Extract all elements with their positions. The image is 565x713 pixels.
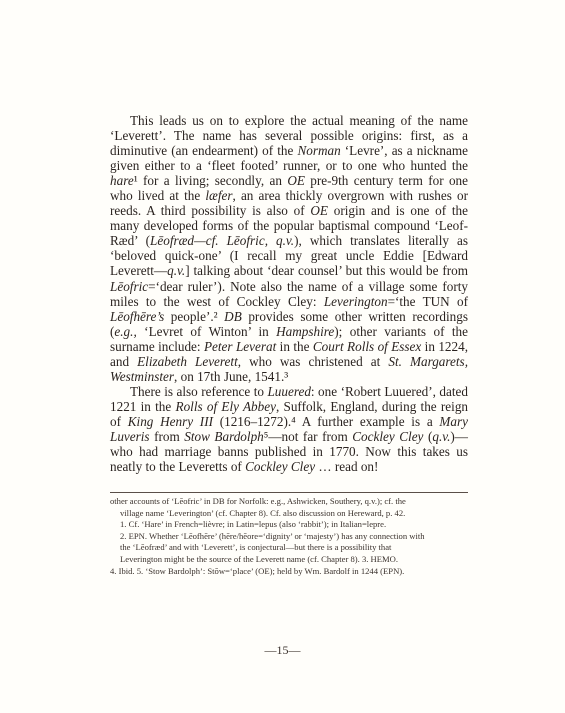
italic-run: St. Margarets, Westminster (110, 353, 468, 384)
footnote-rule (110, 492, 468, 493)
text-run: : one ‘Robert Luuered’, dated 1221 in the (110, 383, 468, 414)
italic-run: OE (310, 203, 328, 219)
italic-run: Peter Leverat (203, 338, 277, 354)
footnote-line: 4. Ibid. 5. ‘Stow Bardolph’: Stōw=‘place’ (OE); held by Wm. Bardolf in 1244 (EPN). (110, 565, 405, 576)
page-number: —15— (264, 643, 301, 657)
text-run: ( (423, 428, 433, 444)
footnote-line: the ‘Lēofræd’ and with ‘Leverett’, is conjectural—but there is a possibility that (120, 542, 392, 553)
footnotes (110, 496, 468, 577)
italic-run: OE (287, 173, 305, 189)
text-run: )—who had marriage banns published in 1770. Now this takes us neatly to the Leveretts of (110, 428, 468, 475)
italic-run: e.g., (114, 323, 137, 339)
text-run: This leads us on to explore the actual meaning of the name ‘Leverett’. The name has several possible origins: first, as a diminutive (an endearment) of the (110, 113, 468, 159)
italic-run: Luuered (267, 383, 311, 399)
text-run: ); other variants of the surname include: (110, 323, 468, 354)
footnote-line: Leverington might be the source of the Leverett name (cf. Chapter 8). 3. HEMO. (120, 553, 399, 564)
text-run: … read on! (315, 459, 379, 475)
italic-run: Norman (297, 143, 341, 159)
footnote-line: village name ‘Leverington’ (cf. Chapter 8). Cf. also discussion on Hereward, p. 42. (120, 507, 406, 518)
text-run: pre-9th century term for one who lived at the (110, 173, 468, 204)
text-run: There is also reference to (130, 383, 268, 399)
text-run: ‘Levre’, as a nickname given either to a ‘fleet footed’ runner, or to one who hunted the (110, 143, 468, 174)
italic-run: hare (110, 173, 134, 189)
text-run: , on 17th June, 1541.³ (174, 368, 289, 384)
text-run: =‘the TUN of (387, 293, 468, 309)
italic-run: læfer (205, 188, 233, 204)
italic-run: Lēofræd—cf. Lēofric, q.v. (150, 233, 295, 249)
italic-run: Hampshire (276, 323, 335, 339)
text-run: provides some other written recordings ( (110, 308, 468, 339)
text-run: in 1224, and (110, 338, 469, 369)
text-run: , Suffolk, England, during the reign of (110, 398, 469, 429)
text-run: ), which translates literally as ‘beloved quick-one’ (I recall my great uncle Eddie [Edward Leverett— (110, 233, 469, 279)
paragraph-1 (110, 113, 468, 384)
text-run: , who was christened at (237, 353, 389, 369)
italic-run: Rolls of Ely Abbey (175, 398, 276, 414)
paragraph-2 (110, 384, 468, 474)
italic-run: Court Rolls of Essex (312, 338, 422, 354)
text-run: from (149, 428, 185, 444)
text-run: ¹ for a living; secondly, an (133, 173, 288, 189)
italic-run: Leverington (323, 293, 388, 309)
text-run: ⁵—not far from (263, 428, 353, 444)
text-run: (1216–1272).⁴ A further example is a (212, 413, 440, 429)
text-run: =‘dear ruler’). Note also the name of a village some forty miles to the west of Cockley Cley: (110, 278, 468, 309)
body-text (110, 113, 468, 474)
text-run: people’.² (164, 308, 225, 324)
text-run: ] talking about ‘dear counsel’ but this would be from (185, 263, 468, 279)
italic-run: Cockley Cley (245, 459, 316, 475)
footnote-line: other accounts of ‘Lēofric’ in DB for Norfolk: e.g., Ashwicken, Southery, q.v.); cf. the (110, 496, 406, 506)
footnote-line: 2. EPN. Whether ‘Lēofhēre’ (hēre/hēore=‘dignity’ or ‘majesty’) has any connection with (120, 530, 425, 541)
italic-run: Lēofric (110, 278, 149, 294)
italic-run: Lēofhēre’s (110, 308, 165, 324)
italic-run: King Henry III (127, 413, 213, 429)
italic-run: q.v. (167, 263, 186, 279)
text-run: ‘Levret of Winton’ in (136, 323, 277, 339)
text-run: in the (276, 338, 313, 354)
italic-run: Cockley Cley (352, 428, 424, 444)
text-run: , an area thickly overgrown with rushes or reeds. A third possibility is also of (110, 188, 468, 219)
italic-run: Elizabeth Leverett (137, 353, 238, 369)
text-run: origin and is one of the many developed forms of the popular baptismal compound ‘Leof-Ræd’ ( (110, 203, 469, 249)
italic-run: q.v. (432, 428, 451, 444)
footnote-line: 1. Cf. ‘Hare’ in French=lièvre; in Latin=lepus (also ‘rabbit’); in Italian=lepre. (120, 519, 387, 530)
italic-run: DB (224, 308, 242, 324)
italic-run: Mary Luveris (110, 413, 468, 444)
italic-run: Stow Bardolph (184, 428, 264, 444)
